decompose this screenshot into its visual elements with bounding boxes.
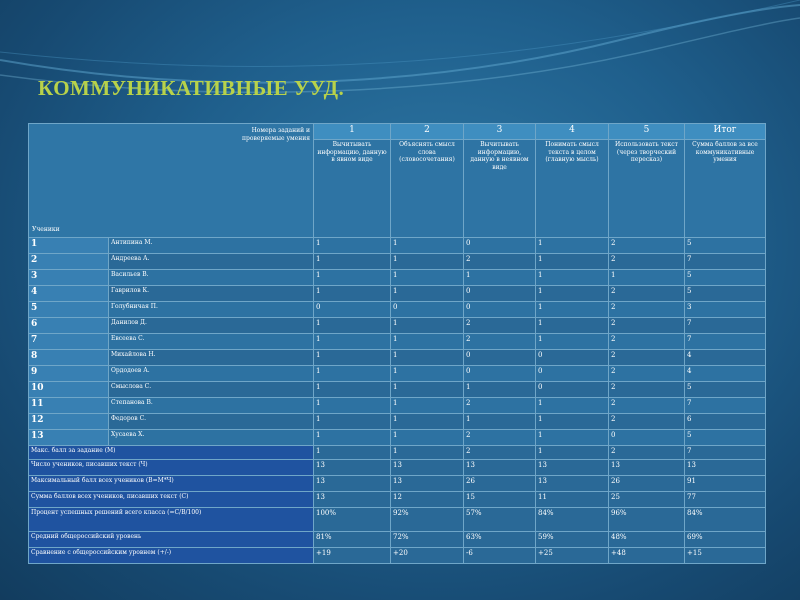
summary-value: 1 — [314, 446, 391, 460]
student-row — [29, 318, 766, 334]
summary-row — [29, 446, 766, 460]
summary-label: Сумма баллов всех учеников, писавших текст (С) — [29, 492, 314, 508]
student-name: Михайлова Н. — [109, 350, 314, 366]
score-cell: 0 — [464, 286, 536, 302]
score-cell: 1 — [536, 286, 609, 302]
task-description: Вычитывать информацию, данную в явном виде — [314, 140, 391, 238]
summary-value: 2 — [609, 446, 685, 460]
student-name: Федоров С. — [109, 414, 314, 430]
score-cell: 5 — [685, 238, 766, 254]
score-cell: 0 — [391, 302, 464, 318]
score-cell: 1 — [391, 366, 464, 382]
student-number: 11 — [29, 398, 109, 414]
summary-label: Макс. балл за задание (М) — [29, 446, 314, 460]
score-cell: 4 — [685, 366, 766, 382]
corner-label-students: Ученики — [32, 225, 60, 233]
score-cell: 1 — [314, 414, 391, 430]
score-cell: 2 — [464, 334, 536, 350]
summary-row — [29, 476, 766, 492]
score-cell: 2 — [464, 398, 536, 414]
summary-label: Максимальный балл всех учеников (В=М*Ч) — [29, 476, 314, 492]
summary-value: 13 — [685, 460, 766, 476]
score-cell: 1 — [314, 318, 391, 334]
summary-value: 96% — [609, 508, 685, 532]
summary-value: 26 — [464, 476, 536, 492]
score-cell: 1 — [391, 270, 464, 286]
score-cell: 1 — [464, 382, 536, 398]
score-cell: 4 — [685, 350, 766, 366]
summary-value: 11 — [536, 492, 609, 508]
score-cell: 1 — [314, 398, 391, 414]
score-cell: 1 — [609, 270, 685, 286]
student-row — [29, 254, 766, 270]
student-row — [29, 366, 766, 382]
student-name: Голубничая П. — [109, 302, 314, 318]
summary-value: 26 — [609, 476, 685, 492]
score-cell: 1 — [391, 286, 464, 302]
score-cell: 1 — [391, 382, 464, 398]
score-cell: 1 — [314, 286, 391, 302]
score-cell: 1 — [391, 254, 464, 270]
score-cell: 1 — [391, 334, 464, 350]
score-cell: 1 — [536, 334, 609, 350]
task-number-header: 4 — [536, 124, 609, 140]
score-cell: 2 — [464, 254, 536, 270]
results-table — [28, 123, 766, 564]
score-cell: 1 — [464, 414, 536, 430]
score-cell: 1 — [536, 254, 609, 270]
score-cell: 1 — [536, 318, 609, 334]
summary-value: +19 — [314, 548, 391, 564]
score-cell: 1 — [314, 254, 391, 270]
score-cell: 1 — [464, 270, 536, 286]
score-cell: 1 — [536, 414, 609, 430]
summary-value: 72% — [391, 532, 464, 548]
summary-value: 12 — [391, 492, 464, 508]
score-cell: 2 — [609, 414, 685, 430]
score-cell: 0 — [464, 366, 536, 382]
score-cell: 2 — [609, 398, 685, 414]
task-description: Вычитывать информацию, данную в неявном виде — [464, 140, 536, 238]
student-row — [29, 238, 766, 254]
score-cell: 2 — [609, 302, 685, 318]
student-row — [29, 302, 766, 318]
student-row — [29, 270, 766, 286]
task-number-header: 5 — [609, 124, 685, 140]
summary-label: Процент успешных решений всего класса (=С/В/100) — [29, 508, 314, 532]
summary-value: 13 — [609, 460, 685, 476]
student-number: 1 — [29, 238, 109, 254]
task-description: Сумма баллов за все коммуникативные умения — [685, 140, 766, 238]
score-cell: 7 — [685, 334, 766, 350]
student-row — [29, 430, 766, 446]
summary-label: Средний общероссийский уровень — [29, 532, 314, 548]
student-number: 6 — [29, 318, 109, 334]
table-corner-header — [29, 124, 314, 238]
student-number: 3 — [29, 270, 109, 286]
student-name: Смыслова С. — [109, 382, 314, 398]
student-row — [29, 414, 766, 430]
score-cell: 2 — [609, 318, 685, 334]
summary-value: 7 — [685, 446, 766, 460]
score-cell: 2 — [609, 382, 685, 398]
summary-value: 13 — [314, 460, 391, 476]
corner-label-tasks: Номера заданий и проверяемые умения — [242, 127, 310, 142]
student-number: 13 — [29, 430, 109, 446]
score-cell: 5 — [685, 430, 766, 446]
summary-value: 84% — [685, 508, 766, 532]
score-cell: 1 — [536, 430, 609, 446]
task-description: Объяснять смысл слова (словосочетания) — [391, 140, 464, 238]
task-number-header: 1 — [314, 124, 391, 140]
summary-value: 57% — [464, 508, 536, 532]
score-cell: 1 — [314, 430, 391, 446]
student-number: 2 — [29, 254, 109, 270]
score-cell: 5 — [685, 270, 766, 286]
summary-value: 2 — [464, 446, 536, 460]
summary-row — [29, 548, 766, 564]
task-description: Использовать текст (через творческий пересказ) — [609, 140, 685, 238]
summary-value: 13 — [536, 476, 609, 492]
page-title: КОММУНИКАТИВНЫЕ УУД. — [38, 76, 345, 100]
score-cell: 1 — [314, 238, 391, 254]
score-cell: 1 — [314, 334, 391, 350]
summary-label: Сравнение с общероссийским уровнем (+/-) — [29, 548, 314, 564]
summary-row — [29, 492, 766, 508]
score-cell: 1 — [391, 238, 464, 254]
student-number: 10 — [29, 382, 109, 398]
score-cell: 2 — [609, 334, 685, 350]
student-name: Хусаева Х. — [109, 430, 314, 446]
score-cell: 7 — [685, 254, 766, 270]
student-row — [29, 334, 766, 350]
summary-value: +25 — [536, 548, 609, 564]
score-cell: 1 — [391, 430, 464, 446]
score-cell: 7 — [685, 398, 766, 414]
student-name: Степанова В. — [109, 398, 314, 414]
score-cell: 1 — [314, 382, 391, 398]
task-number-header: 3 — [464, 124, 536, 140]
summary-value: 13 — [314, 476, 391, 492]
summary-value: 59% — [536, 532, 609, 548]
student-row — [29, 382, 766, 398]
summary-value: +15 — [685, 548, 766, 564]
score-cell: 2 — [609, 286, 685, 302]
summary-value: 100% — [314, 508, 391, 532]
summary-value: 1 — [536, 446, 609, 460]
student-number: 9 — [29, 366, 109, 382]
score-cell: 2 — [464, 318, 536, 334]
student-number: 8 — [29, 350, 109, 366]
summary-row — [29, 460, 766, 476]
score-cell: 2 — [609, 366, 685, 382]
summary-value: 13 — [464, 460, 536, 476]
student-number: 12 — [29, 414, 109, 430]
summary-value: -6 — [464, 548, 536, 564]
score-cell: 6 — [685, 414, 766, 430]
summary-value: 13 — [391, 476, 464, 492]
student-name: Васильев В. — [109, 270, 314, 286]
summary-value: 92% — [391, 508, 464, 532]
score-cell: 5 — [685, 286, 766, 302]
task-description: Понимать смысл текста в целом (главную мысль) — [536, 140, 609, 238]
score-cell: 1 — [536, 302, 609, 318]
score-cell: 1 — [391, 398, 464, 414]
score-cell: 0 — [609, 430, 685, 446]
summary-row — [29, 532, 766, 548]
summary-value: 13 — [391, 460, 464, 476]
student-number: 5 — [29, 302, 109, 318]
score-cell: 1 — [536, 398, 609, 414]
score-cell: 5 — [685, 382, 766, 398]
student-row — [29, 286, 766, 302]
score-cell: 1 — [391, 414, 464, 430]
score-cell: 2 — [609, 238, 685, 254]
score-cell: 7 — [685, 318, 766, 334]
summary-row — [29, 508, 766, 532]
score-cell: 1 — [391, 318, 464, 334]
student-number: 4 — [29, 286, 109, 302]
student-name: Андреева А. — [109, 254, 314, 270]
summary-value: +20 — [391, 548, 464, 564]
score-cell: 0 — [536, 366, 609, 382]
summary-label: Число учеников, писавших текст (Ч) — [29, 460, 314, 476]
summary-value: 1 — [391, 446, 464, 460]
student-number: 7 — [29, 334, 109, 350]
summary-value: 13 — [314, 492, 391, 508]
summary-value: 91 — [685, 476, 766, 492]
score-cell: 2 — [464, 430, 536, 446]
score-cell: 1 — [314, 350, 391, 366]
summary-value: +48 — [609, 548, 685, 564]
score-cell: 1 — [314, 366, 391, 382]
score-cell: 1 — [314, 270, 391, 286]
score-cell: 1 — [391, 350, 464, 366]
score-cell: 0 — [536, 382, 609, 398]
score-cell: 1 — [536, 238, 609, 254]
score-cell: 1 — [536, 270, 609, 286]
score-cell: 0 — [536, 350, 609, 366]
summary-value: 15 — [464, 492, 536, 508]
student-row — [29, 398, 766, 414]
score-cell: 2 — [609, 350, 685, 366]
summary-value: 13 — [536, 460, 609, 476]
score-cell: 2 — [609, 254, 685, 270]
summary-value: 63% — [464, 532, 536, 548]
summary-value: 84% — [536, 508, 609, 532]
task-number-header: Итог — [685, 124, 766, 140]
summary-value: 77 — [685, 492, 766, 508]
score-cell: 0 — [464, 238, 536, 254]
score-cell: 0 — [314, 302, 391, 318]
student-row — [29, 350, 766, 366]
student-name: Евсеева С. — [109, 334, 314, 350]
score-cell: 3 — [685, 302, 766, 318]
score-cell: 0 — [464, 302, 536, 318]
summary-value: 69% — [685, 532, 766, 548]
student-name: Ордодоев А. — [109, 366, 314, 382]
summary-value: 25 — [609, 492, 685, 508]
summary-value: 81% — [314, 532, 391, 548]
task-number-header: 2 — [391, 124, 464, 140]
score-cell: 0 — [464, 350, 536, 366]
student-name: Гаврилов К. — [109, 286, 314, 302]
summary-value: 48% — [609, 532, 685, 548]
student-name: Антипина М. — [109, 238, 314, 254]
student-name: Данилов Д. — [109, 318, 314, 334]
